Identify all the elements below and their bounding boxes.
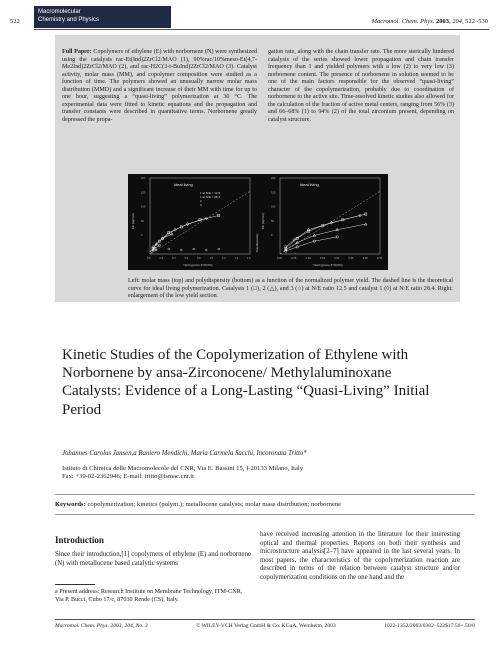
left-y2label: Polydispersity bbox=[255, 233, 259, 252]
x-tick-label: 1.6 bbox=[247, 257, 251, 260]
running-head-year: 2003, bbox=[436, 18, 451, 25]
y-tick-label: 100 bbox=[141, 205, 146, 209]
figure-graphs bbox=[128, 174, 388, 270]
right-ylabel: Mn (kg/mol) bbox=[261, 213, 265, 229]
y-tick-label: 200 bbox=[141, 177, 146, 180]
affiliation bbox=[62, 465, 303, 481]
x-tick-label: 0.30 bbox=[362, 257, 368, 260]
intro-right-text: have received increasing attention in the literature for their interesting optical and thermal properties. Reports on both their synthesis and microstructure analysis[2–7] have appeared in the last several years. In most papers, the characteristics of the copolymerization reaction are described in terms of the relation between catalyst structure and/or copolymerization conditions on the one hand and the bbox=[260, 531, 460, 581]
running-head bbox=[372, 18, 488, 25]
running-head-journal: Macromol. Chem. Phys. bbox=[371, 18, 435, 25]
left-legend-1: 1 at N/E = 12.5 bbox=[200, 191, 221, 195]
y-tick-label: 50 bbox=[141, 219, 144, 223]
x-tick-label: 0.35 bbox=[377, 257, 383, 260]
journal-logo bbox=[34, 6, 171, 28]
journal-tag-line2: Chemistry and Physics bbox=[38, 16, 100, 23]
x-tick-label: 1.2 bbox=[222, 257, 226, 260]
right-xlabel: Yield (grams Z=Nr0%) bbox=[313, 263, 343, 267]
figure-caption: Left: molar mass (top) and polydispersity (bottom) as a function of the normalized polymer yield. The dashed line is the theoretical curve for ideal living polymerization. Catalysts 1 (□), 2 (△), and 3 (○) at N/E ratio 12.5 and catalyst 1 (◊) at N/E ratio 28.4. Right: enlargement of the low yield section. bbox=[128, 278, 453, 300]
left-ylabel: Mn (kg/mol) bbox=[131, 213, 135, 229]
y-tick-label: 200 bbox=[271, 177, 276, 180]
x-tick-label: 0.0 bbox=[147, 257, 151, 260]
x-tick-label: 0.10 bbox=[305, 257, 311, 260]
left-xlabel: Yield (grams Z=Nr0%) bbox=[183, 263, 213, 267]
abstract-left-column bbox=[62, 49, 257, 124]
footer-issn: 1022-1352/2003/0302–522$17.50+.50/0 bbox=[384, 623, 475, 629]
intro-left-text: Since their introduction,[1] copolymers of ethylene (E) and norbornene (N) with metallocene based catalytic systems bbox=[55, 551, 251, 567]
page-number: 522 bbox=[10, 18, 20, 25]
y-tick-label: 0 bbox=[271, 234, 273, 237]
left-legend-2: 1 at N/E = 28.4 bbox=[200, 195, 221, 199]
journal-tag-line1: Macromolecular bbox=[38, 9, 81, 15]
x-tick-label: 0.15 bbox=[319, 257, 325, 260]
y-tick-label: 150 bbox=[271, 191, 276, 195]
author-list: Johannes Carolus Jansen,a Raniero Mendichi, Maria Carmela Sacchi, Incoronata Tritto* bbox=[62, 450, 307, 457]
left-legend-4: 3 bbox=[200, 203, 202, 207]
figure-svg bbox=[128, 174, 388, 270]
y-tick-label: 50 bbox=[271, 219, 274, 223]
abstract-label: Full Paper: bbox=[62, 49, 92, 55]
abstract-left-text: Copolymers of ethylene (E) with norbornene (N) were synthesized using the catalysts rac-Et(Ind)2ZrCl2/MAO (1), 90%rac/10%meso-Et(4,7-Me2Ind)2ZrCl2/MAO (2), and rac-H2C(3-t-BuInd)2ZrCl2/MAO (3). Catalyst activity, molar mass (MM), and copolymer composition were studied as a function of time. The polymers showed an unusually narrow molar mass distribution (MMD) and a significant increase of their MM with time for up to one hour, suggesting a “quasi-living” polymerization at 30 °C. The experimental data were fitted to kinetic equations and the propagation and transfer constants were described in quantitative terms. Norbornene greatly depressed the propa- bbox=[62, 49, 258, 123]
left-legend-3: 2 bbox=[200, 199, 202, 203]
y-tick-label: 0 bbox=[141, 234, 143, 237]
x-tick-label: 0.6 bbox=[184, 257, 189, 260]
abstract-right-column: gation rate, along with the chain transfer rate. The more sterically hindered catalysts of the series showed lower propagation and chain transfer frequency than 1 and yielded polymers with a low (2) to very low (3) norbornene content. The presence of norbornene in solution seemed to be one of the main factors responsible for the observed “quasi-living” character of the copolymerization, probably due to coordination of norbornene to the active site. Time-resolved kinetic studies also allowed for the calculation of the fraction of active metal centers, ranging from 56% (3) and 66–68% (1) to 94% (2) of the total zirconium present, depending on catalyst structure. bbox=[268, 49, 454, 123]
y-tick-label: 150 bbox=[141, 191, 146, 195]
x-tick-label: 0.25 bbox=[348, 257, 354, 260]
x-tick-label: 0.8 bbox=[197, 257, 201, 260]
keywords-label: Keywords: bbox=[55, 501, 86, 508]
footer-citation: Macromol. Chem. Phys. 2003, 204, No. 3 bbox=[55, 623, 148, 629]
affiliation-contact: Fax: +39-02-2362946; E-mail: tritto@ismac.cnr.it bbox=[62, 473, 194, 481]
x-tick-label: 0.05 bbox=[291, 257, 297, 260]
footer-rule bbox=[55, 619, 475, 620]
article-title: Kinetic Studies of the Copolymerization of Ethylene with Norbornene by ansa-Zirconocene/ Methylaluminoxane Catalysts: Evidence of a Long-Lasting “Quasi-Living” Initial Period bbox=[62, 347, 430, 418]
footnote: a Present address: Research Institute on Membrane Technology, ITM-CNR, Via P. Bucci, Cubo 17/c, 87030 Rende (CS), Italy. bbox=[55, 588, 243, 603]
x-tick-label: 0.00 bbox=[277, 257, 283, 260]
footer-copyright: © WILEY-VCH Verlag GmbH & Co. KGaA, Weinheim, 2003 bbox=[196, 623, 336, 629]
keywords-text: copolymerization; kinetics (polym.); metallocene catalysts; molar mass distribution; norbornene bbox=[87, 501, 342, 508]
footnote-rule bbox=[55, 584, 95, 585]
x-tick-label: 0.4 bbox=[172, 257, 176, 260]
x-tick-label: 1.0 bbox=[209, 257, 214, 260]
keywords-rule-bottom bbox=[55, 514, 475, 515]
affiliation-address: Istituto di Chimica delle Macromolecole del CNR, Via E. Bassini 15, I-20133 Milano, Italy bbox=[62, 465, 304, 472]
x-tick-label: 0.20 bbox=[334, 257, 340, 260]
x-tick-label: 0.2 bbox=[159, 257, 164, 260]
x-tick-label: 1.4 bbox=[234, 257, 239, 260]
running-head-volume: 204, bbox=[452, 18, 464, 25]
keywords-rule-top bbox=[55, 494, 475, 495]
running-head-pages: 522–530 bbox=[465, 18, 488, 25]
y-tick-label: 100 bbox=[271, 205, 276, 209]
keywords bbox=[55, 501, 341, 508]
header-rule bbox=[34, 29, 489, 30]
page-footer bbox=[55, 623, 475, 629]
right-plot-label: ideal living bbox=[300, 182, 319, 187]
left-plot-label: ideal living bbox=[174, 182, 193, 187]
section-heading-introduction: Introduction bbox=[55, 535, 104, 545]
